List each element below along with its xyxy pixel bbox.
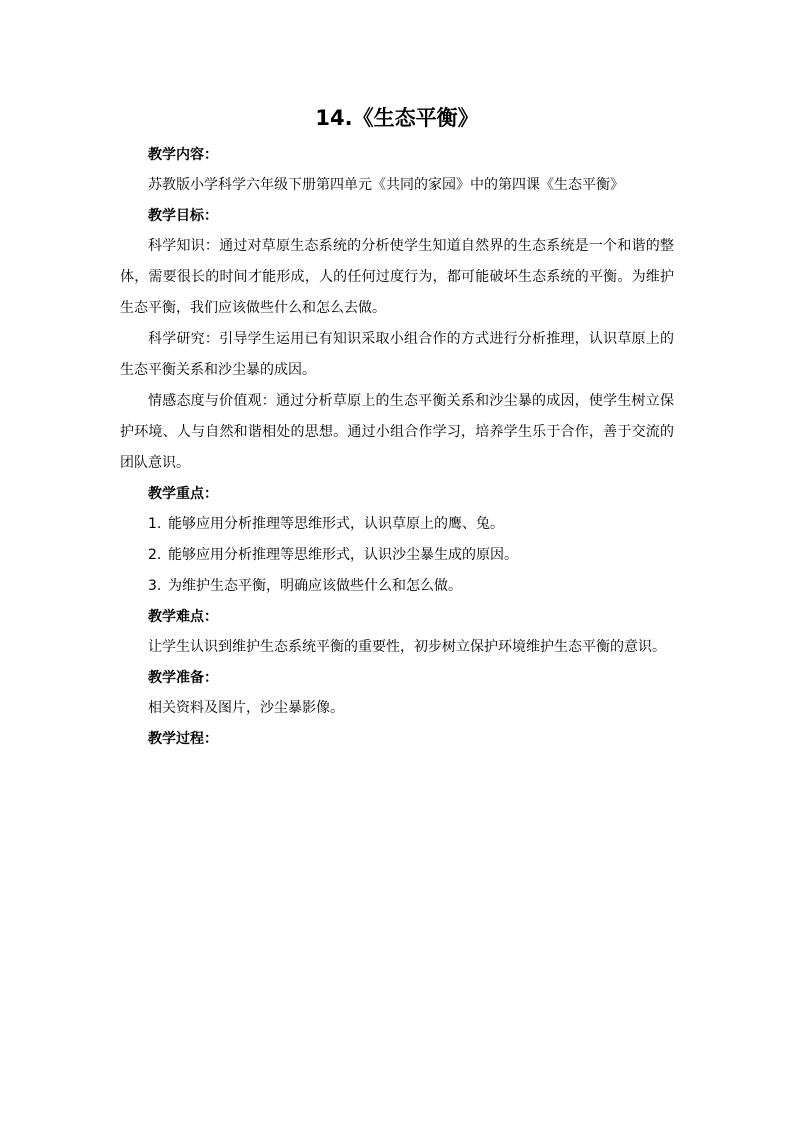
section-heading-key-points: 教学重点：	[148, 486, 218, 502]
list-item-number: 3.	[148, 578, 162, 594]
page-title: 14.《生态平衡》	[315, 106, 479, 130]
goal-knowledge-paragraph: 科学知识：通过对草原生态系统的分析使学生知道自然界的生态系统是一个和谐的整体，需要很长的时间才能形成，人的任何过度行为，都可能破坏生态系统的平衡。为维护生态平衡，我们应该做些什么和怎么去做。	[120, 238, 674, 316]
list-item-number: 1.	[148, 516, 162, 532]
section-heading-content: 教学内容：	[148, 147, 218, 163]
goal-research-paragraph: 科学研究：引导学生运用已有知识采取小组合作的方式进行分析推理，认识草原上的生态平衡关系和沙尘暴的成因。	[120, 331, 674, 378]
list-item	[120, 540, 674, 571]
content-paragraph: 苏教版小学科学六年级下册第四单元《共同的家园》中的第四课《生态平衡》	[148, 177, 624, 193]
preparation-paragraph: 相关资料及图片，沙尘暴影像。	[148, 700, 344, 716]
list-item-text: 能够应用分析推理等思维形式，认识沙尘暴生成的原因。	[168, 547, 518, 563]
section-heading-difficulty: 教学难点：	[148, 609, 218, 625]
section-heading-preparation: 教学准备：	[148, 670, 218, 686]
list-item-text: 为维护生态平衡，明确应该做些什么和怎么做。	[168, 578, 462, 594]
list-item	[120, 509, 674, 540]
goal-attitude-paragraph: 情感态度与价值观：通过分析草原上的生态平衡关系和沙尘暴的成因，使学生树立保护环境、人与自然和谐相处的思想。通过小组合作学习，培养学生乐于合作，善于交流的团队意识。	[120, 393, 674, 471]
list-item-number: 2.	[148, 547, 162, 563]
document-body	[120, 140, 674, 754]
list-item-text: 能够应用分析推理等思维形式，认识草原上的鹰、兔。	[168, 516, 504, 532]
section-heading-process: 教学过程：	[148, 731, 218, 747]
section-heading-goals: 教学目标：	[148, 208, 218, 224]
difficulty-paragraph: 让学生认识到维护生态系统平衡的重要性，初步树立保护环境维护生态平衡的意识。	[148, 639, 666, 655]
list-item	[120, 571, 674, 602]
